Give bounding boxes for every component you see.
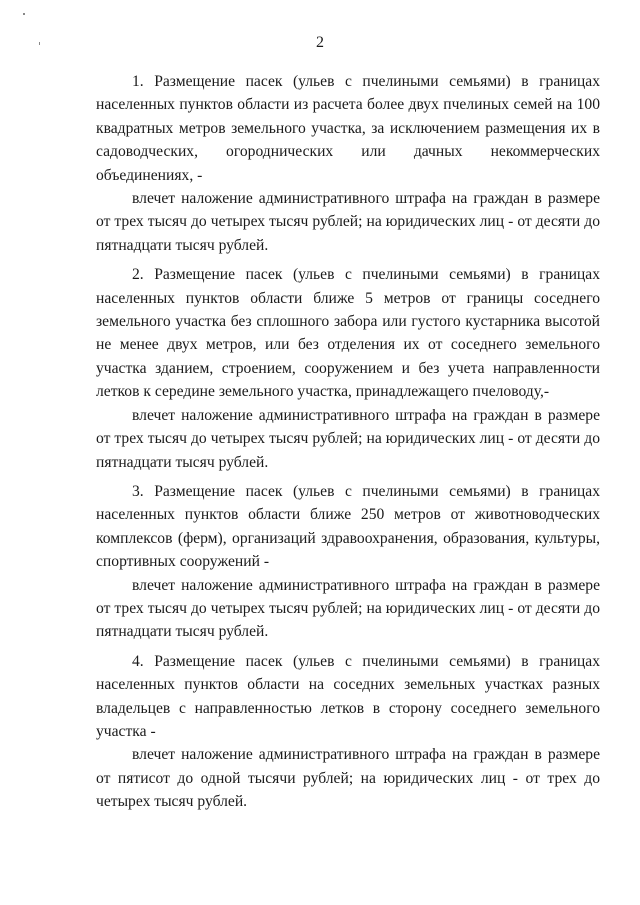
article-item-1: 1. Размещение пасек (ульев с пчелиными семьями) в границах населенных пунктов области из расчета более двух пчелиных семей на 100 квадратных метров земельного участка, за исключением размещения их в садоводческих, огороднических или дачных некоммерческих объединениях, - — [96, 73, 600, 184]
document-body — [96, 70, 600, 814]
article-item-4: 4. Размещение пасек (ульев с пчелиными семьями) в границах населенных пунктов области на соседних земельных участках разных владельцев с направленностью летков в сторону соседнего земельного участка - — [96, 652, 600, 740]
article-penalty-3: влечет наложение административного штрафа на граждан в размере от трех тысяч до четырех тысяч рублей; на юридических лиц - от десяти до пятнадцати тысяч рублей. — [96, 576, 600, 641]
page-number: 2 — [316, 34, 324, 51]
article-penalty-1: влечет наложение административного штрафа на граждан в размере от трех тысяч до четырех тысяч рублей; на юридических лиц - от десяти до пятнадцати тысяч рублей. — [96, 190, 600, 254]
article-item-3: 3. Размещение пасек (ульев с пчелиными семьями) в границах населенных пунктов области ближе 250 метров от животноводческих комплексов (ферм), организаций здравоохранения, образования, культуры, спортивных сооружений - — [96, 482, 600, 571]
scan-speck — [23, 13, 25, 15]
article-penalty-4: влечет наложение административного штрафа на граждан в размере от пятисот до одной тысячи рублей; на юридических лиц - от трех до четырех тысяч рублей. — [96, 746, 600, 811]
article-item-2: 2. Размещение пасек (ульев с пчелиными семьями) в границах населенных пунктов области ближе 5 метров от границы соседнего земельного участка без сплошного забора или густого кустарника высотой не менее двух метров, или без отделения их от соседнего земельного участка зданием, строением, сооружением и без учета направленности летков к середине земельного участка, принадлежащего пчеловоду,- — [96, 266, 600, 401]
article-penalty-2: влечет наложение административного штрафа на граждан в размере от трех тысяч до четырех тысяч рублей; на юридических лиц - от десяти до пятнадцати тысяч рублей. — [96, 406, 600, 471]
